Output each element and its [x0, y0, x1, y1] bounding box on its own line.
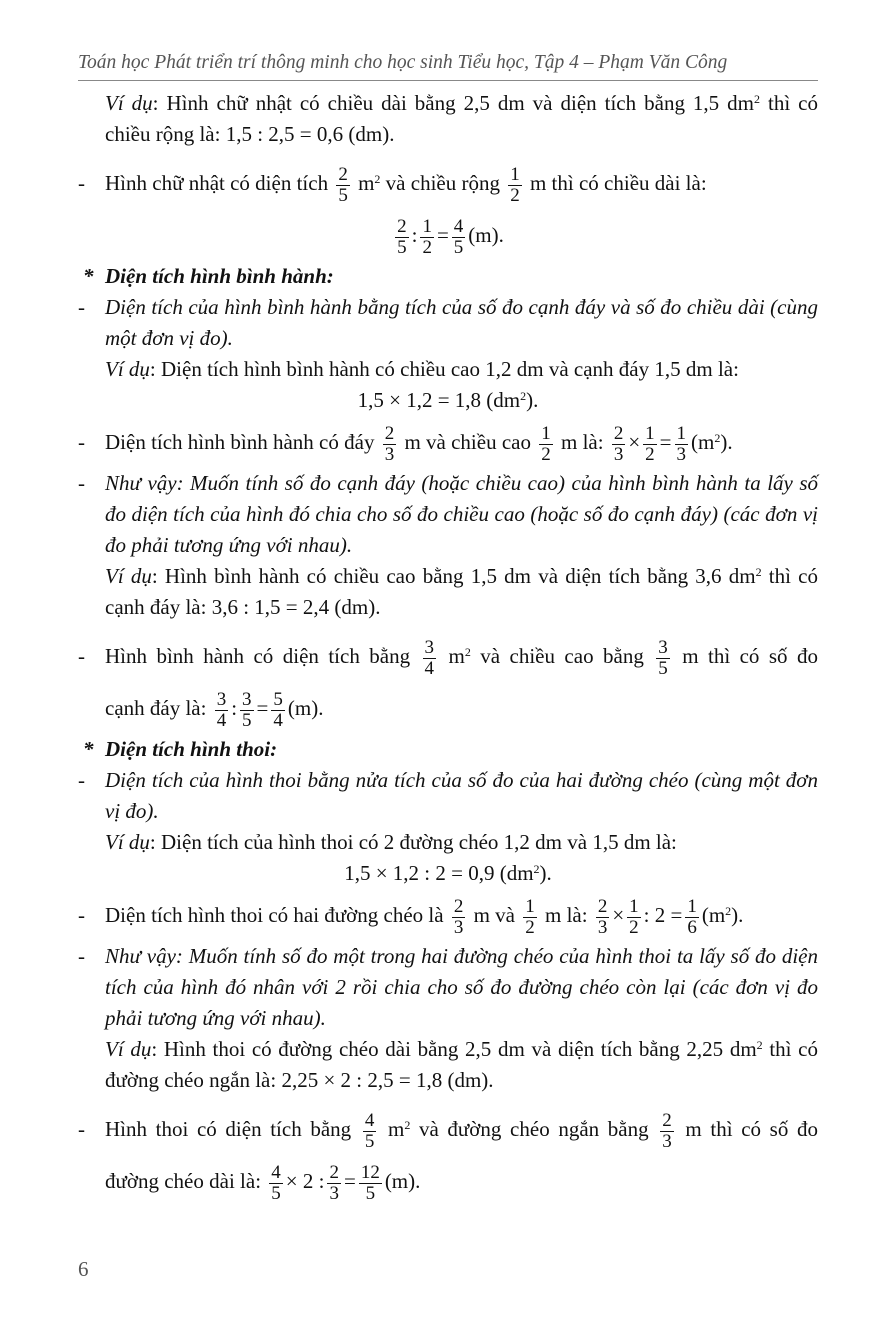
item-text: m — [379, 1117, 405, 1141]
fraction — [336, 165, 350, 206]
fraction — [423, 638, 437, 679]
rect-equation — [78, 209, 818, 261]
numerator: 1 — [687, 895, 697, 917]
unit: (m — [701, 903, 726, 927]
denominator: 3 — [676, 443, 686, 465]
operator: : — [411, 223, 418, 247]
denominator: 2 — [525, 916, 535, 938]
item-text: m — [352, 171, 375, 195]
parallelogram-note: - Như vậy: Muốn tính số đo cạnh đáy (hoặc chiều cao) của hình bình hành ta lấy số đo diện tích của hình đó chia cho số đo chiều cao (hoặc số đo cạnh đáy) (các đơn vị đo phải tương ứng với nhau). — [78, 468, 818, 561]
denominator: 2 — [422, 236, 432, 258]
numerator: 4 — [271, 1161, 281, 1183]
item-text: m thì có chiều dài là: — [524, 171, 707, 195]
fraction — [539, 424, 553, 465]
fraction — [240, 690, 254, 731]
parallelogram-example — [78, 354, 818, 385]
fraction — [612, 424, 626, 465]
denominator: 5 — [397, 236, 407, 258]
denominator: 3 — [453, 916, 464, 938]
item-text: cạnh đáy là: — [105, 696, 212, 720]
numerator: 1 — [422, 215, 432, 237]
rhombus-example — [78, 827, 818, 858]
operator: × — [628, 430, 641, 454]
denominator: 3 — [597, 916, 608, 938]
item-text: Hình bình hành có diện tích bằng — [105, 644, 420, 668]
superscript: 2 — [464, 645, 471, 659]
fraction — [395, 217, 409, 258]
item-text: Hình thoi có diện tích bằng — [105, 1117, 360, 1141]
superscript: 2 — [404, 1118, 411, 1132]
operator: = — [659, 430, 672, 454]
numerator: 1 — [510, 163, 520, 185]
fraction — [508, 165, 522, 206]
fraction — [383, 424, 397, 465]
rhombus-last-item — [78, 1103, 818, 1155]
numerator: 2 — [329, 1161, 339, 1183]
item-text: m là: — [539, 903, 593, 927]
parallelogram-example-2 — [78, 561, 818, 623]
numerator: 5 — [273, 688, 283, 710]
operator: = — [343, 1169, 356, 1193]
operator: = — [436, 223, 449, 247]
denominator: 5 — [658, 657, 668, 679]
fraction — [269, 1163, 283, 1204]
item-text: m — [439, 644, 465, 668]
item-text: m thì có số đo — [672, 644, 818, 668]
numerator: 3 — [242, 688, 252, 710]
numerator: 2 — [397, 215, 407, 237]
numerator: 3 — [424, 636, 435, 658]
fraction — [627, 897, 641, 938]
example-text: : Hình chữ nhật có chiều dài bằng 2,5 dm và diện tích bằng 1,5 dm — [152, 91, 755, 115]
superscript: 2 — [725, 904, 732, 918]
running-header: Toán học Phát triển trí thông minh cho học sinh Tiểu học, Tập 4 – Phạm Văn Công — [78, 52, 728, 73]
fraction — [523, 897, 537, 938]
example-label: Ví dụ — [105, 1037, 152, 1061]
numerator: 12 — [360, 1161, 380, 1183]
numerator: 2 — [662, 1109, 672, 1131]
item-text: Diện tích hình bình hành có đáy — [105, 430, 380, 454]
example-label: Ví dụ — [105, 91, 153, 115]
numerator: 3 — [658, 636, 668, 658]
denominator: 4 — [216, 709, 227, 731]
superscript: 2 — [754, 92, 761, 106]
rhombus-example-2 — [78, 1034, 818, 1096]
superscript: 2 — [374, 172, 381, 186]
rect-fraction-item — [78, 157, 818, 209]
fraction — [675, 424, 689, 465]
rhombus-fraction-item — [78, 889, 818, 941]
fraction — [643, 424, 657, 465]
denominator: 6 — [687, 916, 697, 938]
parallelogram-last-item — [78, 630, 818, 682]
rhombus-calc — [78, 858, 818, 889]
section-heading-parallelogram: * Diện tích hình bình hành: — [78, 261, 818, 292]
fraction — [359, 1163, 382, 1204]
numerator: 2 — [453, 895, 464, 917]
operator: × 2 : — [285, 1169, 325, 1193]
example-text: thì có cạnh đáy là: 3,6 : 1,5 = 2,4 (dm). — [105, 564, 818, 619]
unit: ). — [720, 430, 733, 454]
numerator: 2 — [613, 422, 624, 444]
numerator: 2 — [597, 895, 608, 917]
item-text: m và chiều cao — [399, 430, 537, 454]
unit: (m). — [468, 223, 504, 247]
numerator: 4 — [453, 215, 464, 237]
unit: (m — [691, 430, 715, 454]
fraction — [363, 1111, 377, 1152]
example-text: : Hình bình hành có chiều cao bằng 1,5 dm và diện tích bằng 3,6 dm — [151, 564, 756, 588]
item-text: Hình chữ nhật có diện tích — [105, 171, 334, 195]
denominator: 3 — [613, 443, 624, 465]
numerator: 1 — [629, 895, 639, 917]
superscript: 2 — [520, 389, 527, 403]
example-text: : Diện tích hình bình hành có chiều cao 1,2 dm và cạnh đáy 1,5 dm là: — [149, 357, 739, 381]
denominator: 2 — [645, 443, 655, 465]
denominator: 4 — [424, 657, 435, 679]
denominator: 5 — [242, 709, 252, 731]
denominator: 3 — [329, 1182, 339, 1204]
numerator: 1 — [676, 422, 686, 444]
superscript: 2 — [714, 431, 721, 445]
rect-example-1 — [78, 88, 818, 150]
unit: (m). — [287, 696, 324, 720]
fraction — [660, 1111, 674, 1152]
numerator: 1 — [525, 895, 535, 917]
denominator: 2 — [510, 184, 520, 206]
parallelogram-rule: - Diện tích của hình bình hành bằng tích của số đo cạnh đáy và số đo chiều dài (cùng một đơn vị đo). — [78, 292, 818, 354]
denominator: 2 — [541, 443, 551, 465]
rhombus-note: - Như vậy: Muốn tính số đo một trong hai đường chéo của hình thoi ta lấy số đo diện tích của hình đó nhân với 2 rồi chia cho số đo đường chéo còn lại (các đơn vị đo phải tương ứng với nhau). — [78, 941, 818, 1034]
item-text: m thì có số đo — [676, 1117, 818, 1141]
item-text: và đường chéo ngắn bằng — [410, 1117, 658, 1141]
example-text: thì có đường chéo ngắn là: 2,25 × 2 : 2,5 = 1,8 (dm). — [105, 1037, 818, 1092]
numerator: 1 — [541, 422, 551, 444]
fraction — [420, 217, 434, 258]
example-text: : Hình thoi có đường chéo dài bằng 2,5 dm và diện tích bằng 2,25 dm — [151, 1037, 757, 1061]
item-text: m là: — [555, 430, 609, 454]
rhombus-last-equation — [78, 1155, 818, 1207]
item-text: Diện tích hình thoi có hai đường chéo là — [105, 903, 449, 927]
item-text: đường chéo dài là: — [105, 1169, 267, 1193]
denominator: 5 — [271, 1182, 281, 1204]
parallelogram-calc — [78, 385, 818, 416]
section-heading-rhombus: * Diện tích hình thoi: — [78, 734, 818, 765]
numerator: 1 — [645, 422, 655, 444]
superscript: 2 — [756, 1038, 763, 1052]
superscript: 2 — [755, 565, 762, 579]
denominator: 2 — [629, 916, 639, 938]
example-label: Ví dụ — [105, 357, 150, 381]
calc-text: 1,5 × 1,2 : 2 = 0,9 (dm — [344, 861, 534, 885]
numerator: 3 — [216, 688, 227, 710]
operator: = — [256, 696, 269, 720]
denominator: 3 — [384, 443, 395, 465]
parallelogram-last-equation — [78, 682, 818, 734]
item-text: m và — [468, 903, 521, 927]
page-body — [78, 88, 818, 1207]
denominator: 4 — [273, 709, 283, 731]
operator: : 2 = — [643, 903, 683, 927]
unit: ). — [731, 903, 744, 927]
numerator: 2 — [384, 422, 395, 444]
page-number: 6 — [78, 1257, 89, 1281]
denominator: 5 — [453, 236, 464, 258]
denominator: 5 — [364, 1130, 375, 1152]
operator: × — [612, 903, 625, 927]
superscript: 2 — [533, 862, 540, 876]
fraction — [596, 897, 610, 938]
calc-text: ). — [539, 861, 552, 885]
parallelogram-fraction-item — [78, 416, 818, 468]
example-text: : Diện tích của hình thoi có 2 đường chéo 1,2 dm và 1,5 dm là: — [149, 830, 677, 854]
calc-text: 1,5 × 1,2 = 1,8 (dm — [357, 388, 521, 412]
fraction — [271, 690, 285, 731]
numerator: 4 — [364, 1109, 375, 1131]
fraction — [452, 217, 466, 258]
denominator: 3 — [662, 1130, 672, 1152]
example-label: Ví dụ — [105, 830, 150, 854]
denominator: 5 — [365, 1182, 376, 1204]
fraction — [656, 638, 670, 679]
numerator: 2 — [338, 163, 348, 185]
operator: : — [231, 696, 238, 720]
unit: (m). — [384, 1169, 421, 1193]
example-text: thì có chiều rộng là: 1,5 : 2,5 = 0,6 (dm). — [105, 91, 818, 146]
fraction — [215, 690, 229, 731]
fraction — [685, 897, 699, 938]
denominator: 5 — [338, 184, 348, 206]
example-label: Ví dụ — [105, 564, 152, 588]
fraction — [452, 897, 466, 938]
item-text: và chiều cao bằng — [470, 644, 654, 668]
header-rule — [78, 80, 818, 81]
rhombus-rule: - Diện tích của hình thoi bằng nửa tích của số đo của hai đường chéo (cùng một đơn vị đo). — [78, 765, 818, 827]
fraction — [327, 1163, 341, 1204]
item-text: và chiều rộng — [380, 171, 506, 195]
calc-text: ). — [526, 388, 539, 412]
